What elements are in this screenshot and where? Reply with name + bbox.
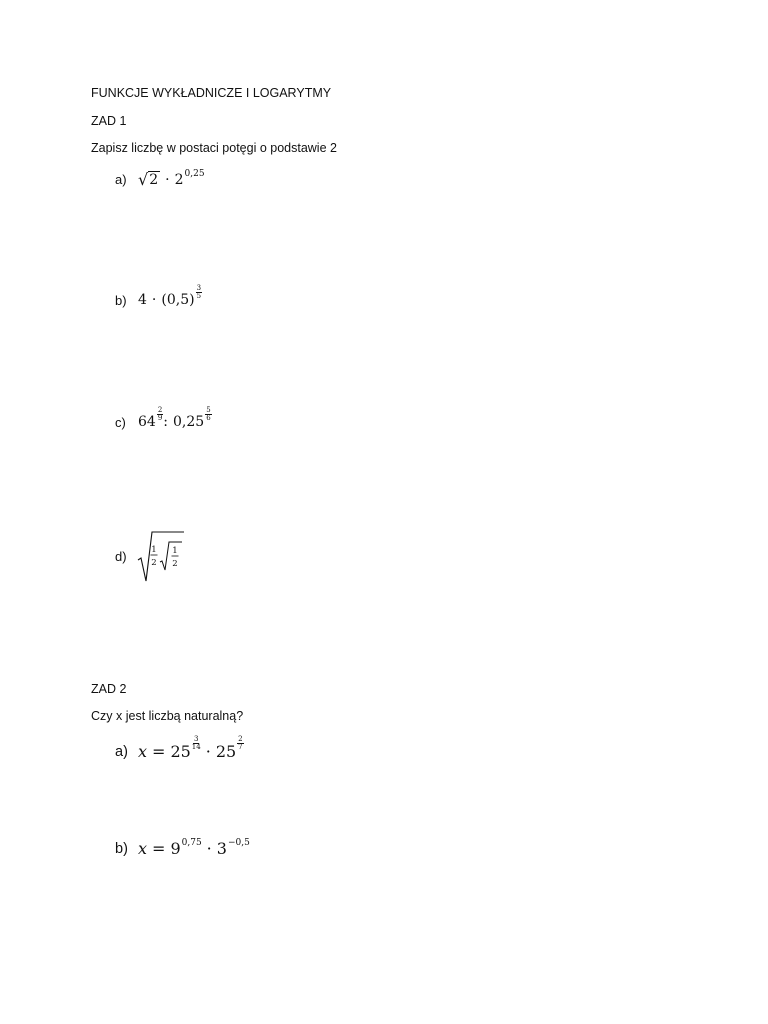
expression: x = 25 3 14 · 25 2 7 — [138, 735, 243, 761]
zad1-item-d — [115, 530, 186, 582]
nested-radical — [138, 530, 186, 582]
exponent-fraction: 3 14 — [191, 735, 201, 751]
item-label: d) — [115, 548, 127, 564]
radical-sign-icon: √ — [138, 170, 149, 189]
fraction-denominator: 2 — [151, 558, 157, 568]
zad2-heading: ZAD 2 — [91, 682, 127, 696]
expression: x = 9 0,75 · 3 −0,5 — [138, 837, 250, 858]
item-label: b) — [115, 840, 128, 857]
zad2-instruction: Czy x jest liczbą naturalną? — [91, 709, 244, 723]
item-label: c) — [115, 414, 126, 430]
expression: √ 2 · 2 0,25 — [138, 168, 205, 189]
item-label: b) — [115, 292, 127, 308]
sqrt: √ 2 — [138, 170, 159, 189]
item-label: a) — [115, 172, 127, 187]
exponent-fraction: 2 9 — [157, 405, 163, 422]
exponent-fraction: 5 6 — [206, 405, 211, 422]
fraction-numerator: 1 — [151, 545, 157, 555]
zad1-item-c — [115, 405, 212, 430]
zad1-instruction: Zapisz liczbę w postaci potęgi o podstawie 2 — [91, 141, 337, 155]
exponent-fraction: 3 5 — [196, 283, 202, 300]
item-label: a) — [115, 743, 128, 760]
zad2-item-b — [115, 839, 250, 858]
outer-radical-sign-icon — [138, 532, 184, 581]
fraction-numerator: 1 — [172, 546, 178, 556]
zad1-item-b — [115, 283, 202, 308]
expression: 4 · (0,5) 3 5 — [138, 283, 202, 308]
exponent-fraction: 2 7 — [238, 735, 243, 751]
expression: 64 2 9 : 0,25 5 6 — [138, 405, 211, 430]
fraction-denominator: 2 — [172, 559, 178, 569]
inner-radical-sign-icon — [160, 542, 182, 570]
zad1-heading: ZAD 1 — [91, 114, 127, 128]
zad1-item-a — [115, 170, 205, 189]
page-title: FUNKCJE WYKŁADNICZE I LOGARYTMY — [91, 86, 332, 100]
zad2-item-a — [115, 735, 244, 761]
